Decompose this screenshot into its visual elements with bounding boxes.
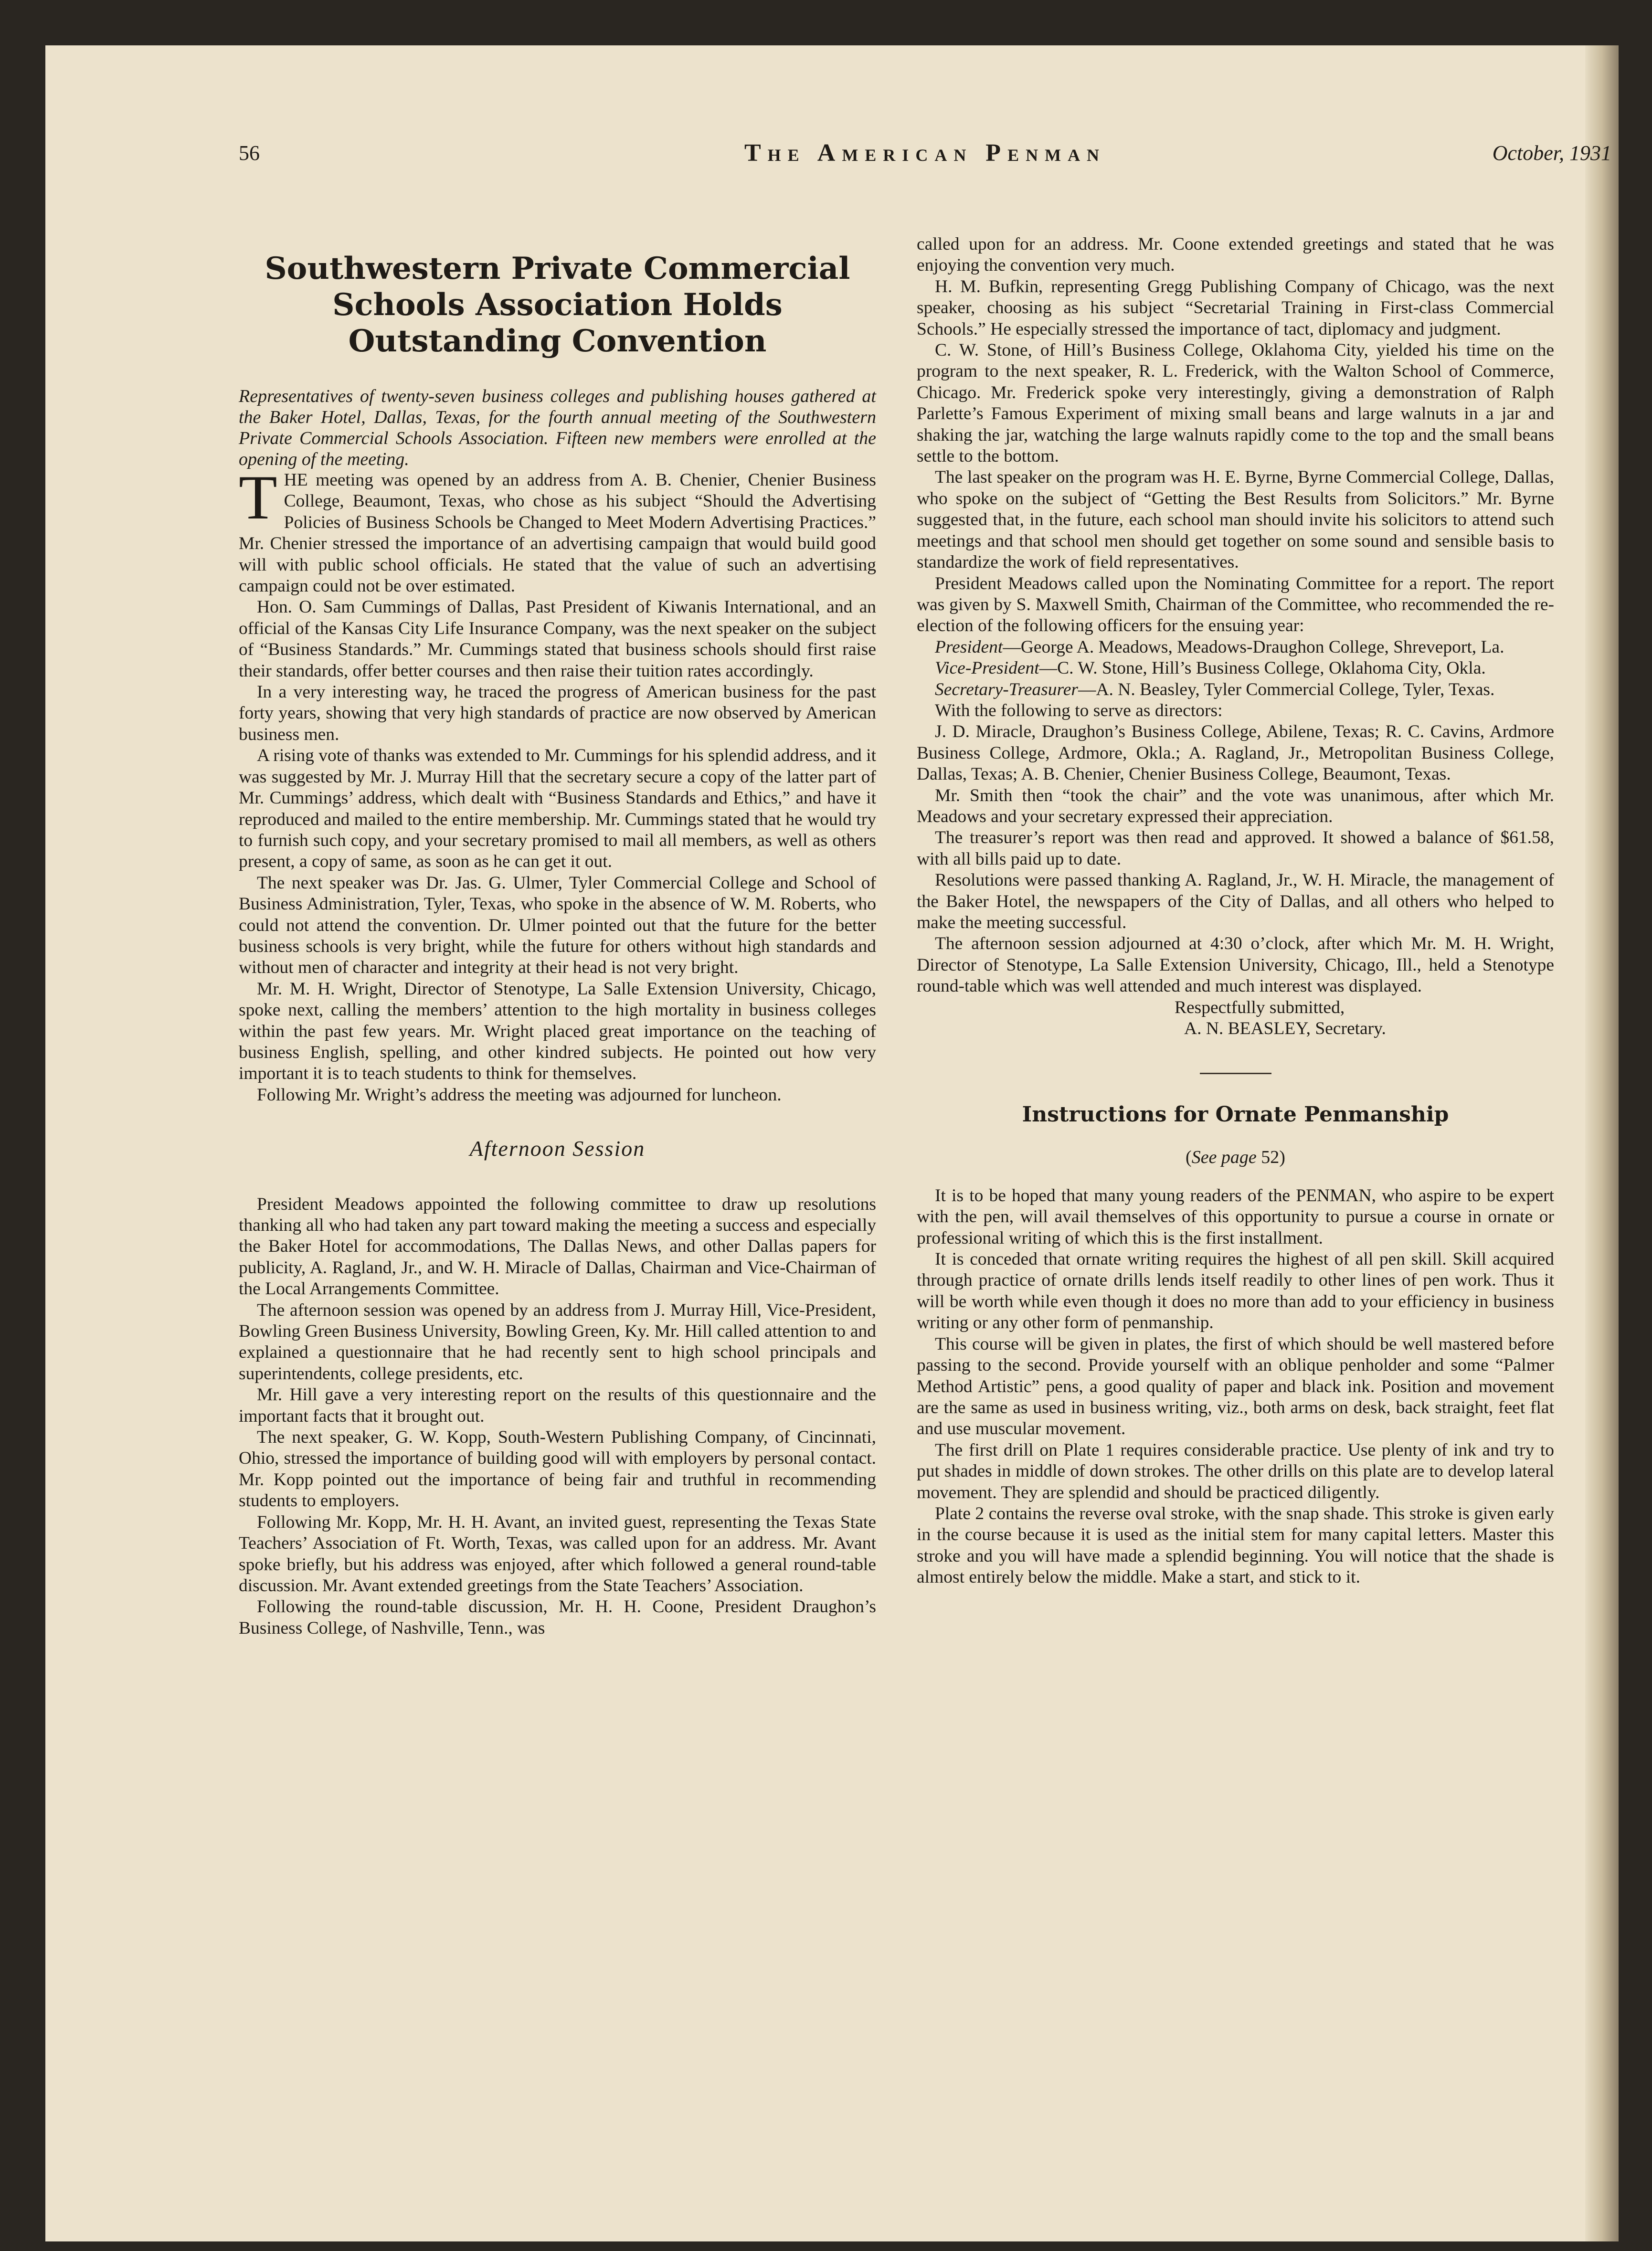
article-deck: Representatives of twenty-seven business colleges and publishing houses gathered at the Baker Hotel, Dallas, Texas, for the fourth annual meeting of the Southwestern Private Commercial Schools Association. Fifteen new members were enrolled at the opening of the meeting.	[239, 386, 876, 469]
signoff	[917, 997, 1554, 1040]
body-paragraph: Mr. M. H. Wright, Director of Stenotype, La Salle Extension University, Chicago, spoke next, calling the members’ attention to the high mortality in business colleges within the past few years. Mr. Wright placed great importance on the teaching of business English, spelling, and other kindred subjects. He pointed out how very important it is to teach students to think for themselves.	[239, 979, 876, 1084]
see-page-number: 52)	[1261, 1147, 1285, 1168]
continued-paragraph: called upon for an address. Mr. Coone extended greetings and stated that he was enjoying the convention very much.	[917, 234, 1554, 275]
page-number: 56	[239, 141, 260, 165]
body-paragraph: Resolutions were passed thanking A. Ragland, Jr., W. H. Miracle, the management of the Baker Hotel, the newspapers of the City of Dallas, and all others who helped to make the meeting successful.	[917, 870, 1554, 932]
body-paragraph: The last speaker on the program was H. E. Byrne, Byrne Commercial College, Dallas, who spoke on the subject of “Getting the Best Results from Solicitors.” Mr. Byrne suggested that, in the future, each school man should invite his solicitors to attend such meetings and that school men should get together on some sound and sensible basis to standardize the work of field representatives.	[917, 467, 1554, 572]
body-paragraph: Following Mr. Wright’s address the meeting was adjourned for luncheon.	[257, 1085, 782, 1105]
officer-role: Secretary-Treasurer	[935, 679, 1078, 699]
body-paragraph: The afternoon session was opened by an address from J. Murray Hill, Vice-President, Bowling Green Business University, Bowling Green, Ky. Mr. Hill called attention to and explained a questionnaire that he had recently sent to high school principals and superintendents, college presidents, etc.	[239, 1300, 876, 1384]
body-paragraph: Following Mr. Kopp, Mr. H. H. Avant, an invited guest, representing the Texas State Teachers’ Association of Ft. Worth, Texas, was called upon for an address. Mr. Avant spoke briefly, but his address was enjoyed, after which followed a general round-table discussion. Mr. Avant extended greetings from the State Teachers’ Association.	[239, 1512, 876, 1596]
body-paragraph: The next speaker, G. W. Kopp, South-Western Publishing Company, of Cincinnati, Ohio, stressed the importance of building good will with employers by personal contact. Mr. Kopp pointed out the importance of being fair and truthful in recommending students to employers.	[239, 1427, 876, 1511]
book-spine-shadow	[1585, 45, 1619, 2241]
body-paragraph: Mr. Hill gave a very interesting report on the results of this questionnaire and the important facts that it brought out.	[239, 1385, 876, 1426]
body-paragraph: Mr. Smith then “took the chair” and the vote was unanimous, after which Mr. Meadows and your secretary expressed their appreciation.	[917, 785, 1554, 826]
signoff-signature: A. N. BEASLEY, Secretary.	[1184, 1019, 1386, 1039]
officer-name: —A. N. Beasley, Tyler Commercial College, Tyler, Texas.	[1078, 679, 1495, 699]
drop-cap: T	[239, 462, 277, 532]
officer-entry	[917, 658, 1554, 679]
body-paragraph: It is conceded that ornate writing requires the highest of all pen skill. Skill acquired through practice of ornate drills lends itself readily to other lines of pen work. Thus it will be worth while even though it does no more than add to your efficiency in business writing or any other form of penmanship.	[917, 1249, 1554, 1333]
body-paragraph: President Meadows called upon the Nominating Committee for a report. The report was given by S. Maxwell Smith, Chairman of the Committee, who recommended the re-election of the following officers for the ensuing year:	[917, 573, 1554, 636]
first-paragraph-text: HE meeting was opened by an address from A. B. Chenier, Chenier Business College, Beaumont, Texas, who chose as his subject “Should the Advertising Policies of Business Schools be Changed to Meet Modern Advertising Practices.” Mr. Chenier stressed the importance of an advertising campaign that would build good will with public school officials. He stated that the value of such an advertising campaign could not be over estimated.	[239, 470, 876, 596]
officer-name: —C. W. Stone, Hill’s Business College, Oklahoma City, Okla.	[1039, 658, 1486, 678]
body-paragraph: A rising vote of thanks was extended to Mr. Cummings for his splendid address, and it was suggested by Mr. J. Murray Hill that the secretary secure a copy of the latter part of Mr. Cummings’ address, which dealt with “Business Standards and Ethics,” and have it reproduced and mailed to the entire membership. Mr. Cummings stated that he would try to furnish such copy, and your secretary promised to mail all members, as well as others present, a copy of same, as soon as he can get it out.	[239, 746, 876, 872]
body-paragraph: It is to be hoped that many young readers of the PENMAN, who aspire to be expert with the pen, will avail themselves of this opportunity to pursue a course in ornate or professional writing of which this is the first installment.	[917, 1185, 1554, 1248]
directors-list: J. D. Miracle, Draughon’s Business College, Abilene, Texas; R. C. Cavins, Ardmore Business College, Ardmore, Okla.; A. Ragland, Jr., Metropolitan Business College, Dallas, Texas; A. B. Chenier, Chenier Business College, Beaumont, Texas.	[917, 722, 1554, 784]
body-paragraph: The treasurer’s report was then read and approved. It showed a balance of $61.58, with all bills paid up to date.	[917, 828, 1554, 869]
afternoon-session-heading: Afternoon Session	[469, 1136, 646, 1161]
body-paragraph: Plate 2 contains the reverse oval stroke, with the snap shade. This stroke is given early in the course because it is used as the initial stem for many capital letters. Master this stroke and you will have made a splendid beginning. You will notice that the shade is almost entirely below the middle. Make a start, and stick to it.	[917, 1503, 1554, 1587]
body-paragraph: Hon. O. Sam Cummings of Dallas, Past President of Kiwanis International, and an official of the Kansas City Life Insurance Company, was the next speaker on the subject of “Business Standards.” Mr. Cummings stated that business schools should first raise their standards, offer better courses and then raise their tuition rates accordingly.	[239, 597, 876, 681]
officer-role: President	[935, 637, 1003, 657]
body-paragraph: C. W. Stone, of Hill’s Business College, Oklahoma City, yielded his time on the program to the next speaker, R. L. Frederick, with the Walton School of Commerce, Chicago. Mr. Frederick spoke very interestingly, giving a demonstration of Ralph Parlette’s Famous Experiment of mixing small beans and large walnuts in a jar and shaking the jar, watching the large walnuts rapidly come to the top and the small beans settle to the bottom.	[917, 340, 1554, 466]
body-paragraph: In a very interesting way, he traced the progress of American business for the past forty years, showing that very high standards of practice are now observed by American business men.	[239, 682, 876, 744]
officer-entry	[917, 637, 1554, 658]
see-page-label: See page	[1191, 1147, 1257, 1168]
see-page-reference	[917, 1147, 1554, 1168]
left-column	[239, 236, 876, 1639]
magazine-title: The American Penman	[744, 139, 1106, 167]
first-paragraph	[239, 462, 876, 597]
body-paragraph: This course will be given in plates, the first of which should be well mastered before passing to the second. Provide yourself with an oblique penholder and some “Palmer Method Artistic” pens, a good quality of paper and black ink. Position and movement are the same as used in business writing, viz., both arms on desk, back straight, feet flat and use muscular movement.	[917, 1334, 1554, 1439]
directors-intro: With the following to serve as directors:	[935, 700, 1223, 720]
instructions-headline: Instructions for Ornate Penmanship	[1022, 1102, 1449, 1127]
officer-entry	[917, 679, 1554, 700]
body-paragraph: H. M. Bufkin, representing Gregg Publishing Company of Chicago, was the next speaker, choosing as his subject “Secretarial Training in First-class Commercial Schools.” He especially stressed the importance of tact, diplomacy and judgment.	[917, 276, 1554, 339]
signoff-closing: Respectfully submitted,	[1175, 997, 1345, 1017]
see-page-open-paren: (	[1186, 1147, 1192, 1168]
officer-role: Vice-President	[935, 658, 1039, 678]
body-paragraph: Following the round-table discussion, Mr. H. H. Coone, President Draughon’s Business College, of Nashville, Tenn., was	[239, 1597, 876, 1638]
article-headline: Southwestern Private Commercial Schools Association Holds Outstanding Convention	[265, 251, 850, 359]
running-header	[239, 141, 1611, 174]
body-paragraph: The next speaker was Dr. Jas. G. Ulmer, Tyler Commercial College and School of Business Administration, Tyler, Texas, who spoke in the absence of W. M. Roberts, who could not attend the convention. Dr. Ulmer pointed out that the future for the better business schools is very bright, while the future for others without high standards and without men of character and integrity at their head is not very bright.	[239, 873, 876, 978]
section-divider	[1200, 1073, 1271, 1074]
magazine-page	[45, 45, 1619, 2241]
body-paragraph: President Meadows appointed the following committee to draw up resolutions thanking all who had taken any part toward making the meeting a success and especially the Baker Hotel for accommodations, The Dallas News, and other Dallas papers for publicity, A. Ragland, Jr., and W. H. Miracle of Dallas, Chairman and Vice-Chairman of the Local Arrangements Committee.	[239, 1194, 876, 1299]
issue-date: October, 1931	[1492, 141, 1611, 165]
right-column	[917, 234, 1554, 1588]
officer-name: —George A. Meadows, Meadows-Draughon College, Shreveport, La.	[1003, 637, 1504, 657]
body-paragraph: The first drill on Plate 1 requires considerable practice. Use plenty of ink and try to put shades in middle of down strokes. The other drills on this plate are to develop lateral movement. They are splendid and should be practiced diligently.	[917, 1440, 1554, 1502]
body-paragraph: The afternoon session adjourned at 4:30 o’clock, after which Mr. M. H. Wright, Director of Stenotype, La Salle Extension University, Chicago, Ill., held a Stenotype round-table which was well attended and much interest was displayed.	[917, 934, 1554, 996]
